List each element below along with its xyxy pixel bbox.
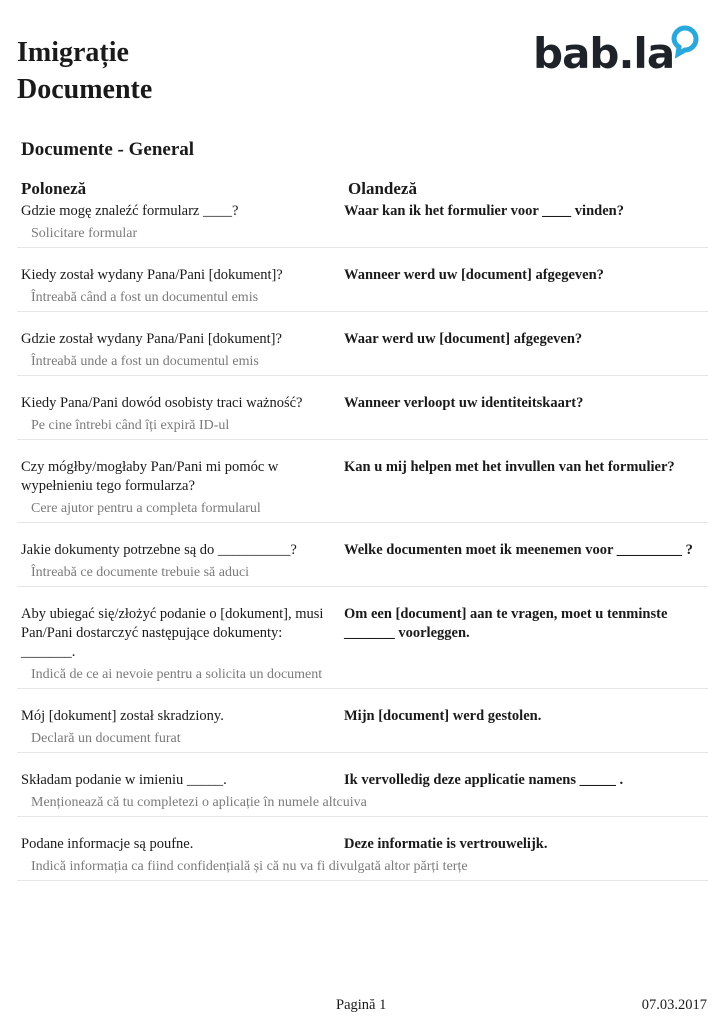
phrase-description: Indică de ce ai nevoie pentru a solicita un document — [31, 667, 323, 682]
phrase-source: Podane informacje są poufne. — [21, 836, 194, 852]
phrase-description: Întreabă când a fost un documentul emis — [31, 290, 259, 305]
logo-text: bab.la — [533, 29, 675, 78]
phrase-row — [17, 835, 708, 881]
title-line-1: Imigrație — [17, 37, 129, 68]
column-header-target: Olandeză — [348, 179, 417, 198]
phrase-source: Składam podanie w imieniu _____. — [21, 772, 227, 788]
phrase-source: Czy mógłby/mogłaby Pan/Pani mi pomóc w wypełnieniu tego formularza? — [21, 459, 279, 494]
phrase-source: Gdzie mogę znaleźć formularz ____? — [21, 203, 239, 219]
column-header-source: Poloneză — [21, 179, 87, 198]
babla-logo — [533, 16, 711, 80]
phrase-row — [17, 202, 708, 248]
section-title: Documente - General — [21, 139, 195, 160]
phrase-row — [17, 541, 708, 587]
phrase-target: Mijn [document] werd gestolen. — [344, 708, 542, 724]
phrase-target: Om een [document] aan te vragen, moet u tenminste _______ voorleggen. — [344, 606, 668, 641]
phrase-source: Gdzie został wydany Pana/Pani [dokument]? — [21, 331, 282, 347]
phrase-source: Jakie dokumenty potrzebne są do __________? — [21, 542, 297, 558]
phrase-source: Kiedy Pana/Pani dowód osobisty traci ważność? — [21, 395, 303, 411]
phrase-row — [17, 330, 708, 376]
phrase-description: Menționează că tu completezi o aplicație în numele altcuiva — [31, 795, 367, 810]
phrase-description: Solicitare formular — [31, 226, 138, 241]
phrase-row — [17, 605, 708, 689]
phrase-description: Întreabă unde a fost un documentul emis — [31, 354, 259, 369]
speech-bubble-icon — [533, 16, 711, 80]
phrase-row — [17, 394, 708, 440]
phrase-target: Waar kan ik het formulier voor ____ vinden? — [344, 203, 624, 219]
phrase-row — [17, 707, 708, 753]
document-date: 07.03.2017 — [641, 997, 707, 1013]
phrase-target: Waar werd uw [document] afgegeven? — [344, 331, 583, 347]
phrase-description: Cere ajutor pentru a completa formularul — [31, 501, 261, 516]
phrase-row — [17, 266, 708, 312]
phrase-list — [17, 202, 708, 899]
page-title — [17, 34, 152, 108]
title-line-2: Documente — [17, 74, 153, 105]
phrase-target: Deze informatie is vertrouwelijk. — [344, 836, 548, 852]
page-number: Pagină 1 — [336, 997, 387, 1013]
phrase-description: Întreabă ce documente trebuie să aduci — [31, 565, 250, 580]
phrase-source: Aby ubiegać się/złożyć podanie o [dokument], musi Pan/Pani dostarczyć następujące dokumenty: _______. — [21, 606, 324, 660]
phrase-target: Wanneer verloopt uw identiteitskaart? — [344, 395, 584, 411]
phrase-description: Pe cine întrebi când îți expiră ID-ul — [31, 418, 230, 433]
phrase-row — [17, 771, 708, 817]
phrase-target: Wanneer werd uw [document] afgegeven? — [344, 267, 604, 283]
phrase-source: Kiedy został wydany Pana/Pani [dokument]? — [21, 267, 283, 283]
phrase-row — [17, 458, 708, 523]
phrase-source: Mój [dokument] został skradziony. — [21, 708, 224, 724]
phrase-target: Ik vervolledig deze applicatie namens _____ . — [344, 772, 624, 788]
phrase-description: Declară un document furat — [31, 731, 181, 746]
phrase-target: Kan u mij helpen met het invullen van het formulier? — [344, 459, 675, 475]
phrase-description: Indică informația ca fiind confidențială și că nu va fi divulgată altor părți terțe — [31, 859, 468, 874]
phrase-target: Welke documenten moet ik meenemen voor _________ ? — [344, 542, 693, 558]
